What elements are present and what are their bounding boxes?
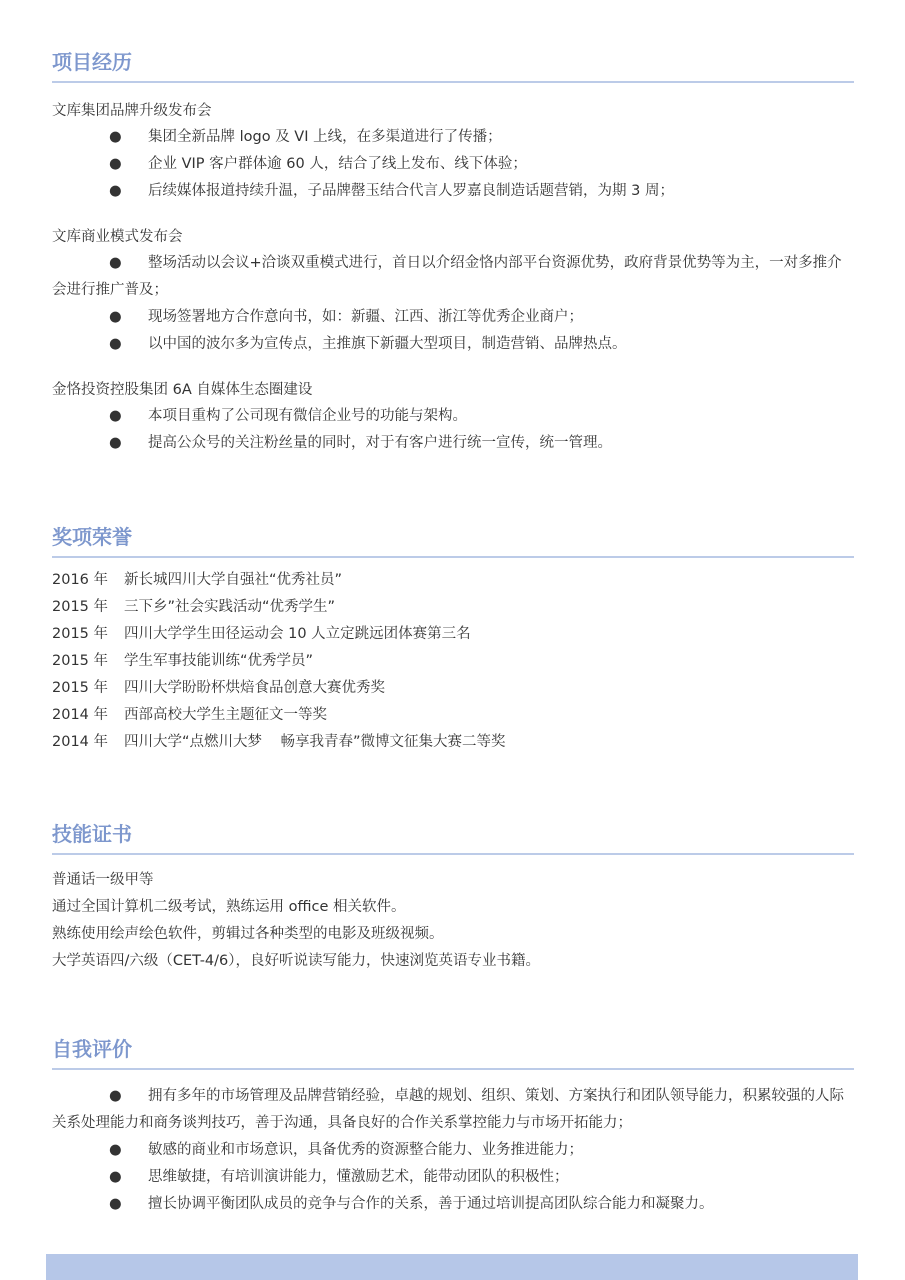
list-item: ● 拥有多年的市场管理及品牌营销经验，卓越的规划、组织、策划、方案执行和团队领导能力，积累较强的人际关系处理能力和商务谈判技巧，善于沟通，具备良好的合作关系掌控能力与市场开拓能力； (52, 1083, 854, 1137)
award-text: 新长城四川大学自强社“优秀社员” (124, 572, 343, 588)
bullet-icon: ● (109, 255, 122, 271)
bullet-icon: ● (109, 1169, 122, 1185)
list-item: ● 集团全新品牌 logo 及 VI 上线，在多渠道进行了传播； (52, 124, 854, 151)
skills-section (52, 819, 854, 975)
bullet-icon: ● (109, 1088, 122, 1104)
award-year: 2015 年 (52, 599, 109, 615)
awards-section (52, 522, 854, 756)
bullet-icon: ● (109, 183, 122, 199)
bullet-icon: ● (109, 1142, 122, 1158)
award-year: 2016 年 (52, 572, 109, 588)
bullet-icon: ● (109, 309, 122, 325)
award-year: 2014 年 (52, 707, 109, 723)
award-row (52, 594, 854, 621)
section-title: 自我评价 (52, 1037, 132, 1061)
section-divider (52, 556, 854, 558)
skills-list (52, 867, 854, 975)
bullet-icon: ● (109, 435, 122, 451)
bullet-icon: ● (109, 156, 122, 172)
awards-list (52, 567, 854, 756)
bullet-icon: ● (109, 336, 122, 352)
section-title: 项目经历 (52, 50, 132, 74)
award-text: 四川大学“点燃川大梦 畅享我青春”微博文征集大赛二等奖 (124, 734, 506, 750)
skill-line: 熟练使用绘声绘色软件，剪辑过各种类型的电影及班级视频。 (52, 926, 444, 942)
award-text: 西部高校大学生主题征文一等奖 (124, 707, 327, 723)
list-item: ● 后续媒体报道持续升温，子品牌罄玉结合代言人罗嘉良制造话题营销，为期 3 周； (52, 178, 854, 205)
section-title: 奖项荣誉 (52, 525, 132, 549)
project-item (52, 98, 854, 205)
award-year: 2015 年 (52, 653, 109, 669)
award-text: 三下乡”社会实践活动“优秀学生” (124, 599, 336, 615)
section-divider (52, 853, 854, 855)
project-item (52, 224, 854, 358)
award-year: 2014 年 (52, 734, 109, 750)
list-item: ● 敏感的商业和市场意识，具备优秀的资源整合能力、业务推进能力； (52, 1137, 854, 1164)
bullet-icon: ● (109, 1196, 122, 1212)
list-item: ● 现场签署地方合作意向书，如：新疆、江西、浙江等优秀企业商户； (52, 304, 854, 331)
project-name: 文库集团品牌升级发布会 (52, 103, 212, 119)
award-text: 四川大学学生田径运动会 10 人立定跳远团体赛第三名 (124, 626, 471, 642)
award-row (52, 729, 854, 756)
list-item: ● 以中国的波尔多为宣传点，主推旗下新疆大型项目，制造营销、品牌热点。 (52, 331, 854, 358)
bullet-icon: ● (109, 408, 122, 424)
award-year: 2015 年 (52, 680, 109, 696)
award-row (52, 621, 854, 648)
skill-line: 普通话一级甲等 (52, 872, 154, 888)
skill-line: 通过全国计算机二级考试，熟练运用 office 相关软件。 (52, 899, 406, 915)
award-row (52, 567, 854, 594)
award-text: 四川大学盼盼杯烘焙食品创意大赛优秀奖 (124, 680, 385, 696)
project-name: 金恪投资控股集团 6A 自媒体生态圈建设 (52, 382, 313, 398)
self-evaluation-section (52, 1034, 854, 1218)
award-row (52, 648, 854, 675)
list-item: ● 本项目重构了公司现有微信企业号的功能与架构。 (52, 403, 854, 430)
list-item: ● 提高公众号的关注粉丝量的同时，对于有客户进行统一宣传，统一管理。 (52, 430, 854, 457)
list-item: ● 擅长协调平衡团队成员的竞争与合作的关系，善于通过培训提高团队综合能力和凝聚力。 (52, 1191, 854, 1218)
award-row (52, 675, 854, 702)
projects-section (52, 47, 854, 457)
section-divider (52, 1068, 854, 1070)
section-title: 技能证书 (52, 822, 132, 846)
skill-line: 大学英语四/六级（CET-4/6），良好听说读写能力，快速浏览英语专业书籍。 (52, 953, 541, 969)
project-item (52, 377, 854, 457)
award-text: 学生军事技能训练“优秀学员” (124, 653, 314, 669)
award-year: 2015 年 (52, 626, 109, 642)
self-evaluation-list (52, 1083, 854, 1218)
award-row (52, 702, 854, 729)
list-item: ● 思维敏捷，有培训演讲能力，懂激励艺术，能带动团队的积极性； (52, 1164, 854, 1191)
bullet-icon: ● (109, 129, 122, 145)
list-item: ● 整场活动以会议+洽谈双重模式进行，首日以介绍金恪内部平台资源优势，政府背景优势等为主，一对多推介会进行推广普及； (52, 250, 854, 304)
footer-bar (46, 1254, 858, 1280)
list-item: ● 企业 VIP 客户群体逾 60 人，结合了线上发布、线下体验； (52, 151, 854, 178)
section-divider (52, 81, 854, 83)
project-name: 文库商业模式发布会 (52, 229, 183, 245)
